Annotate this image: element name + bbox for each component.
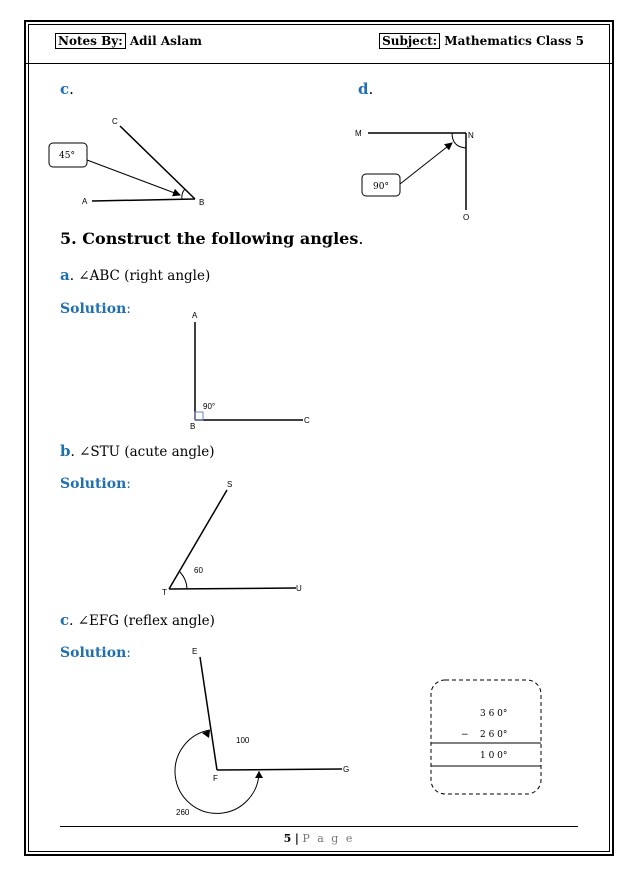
angle-90-label-a: 90° (203, 402, 216, 411)
calc-line1: 3 6 0° (480, 709, 508, 719)
footer-rule (60, 826, 578, 827)
point-F-label: F (213, 774, 218, 783)
pointer-arrow-d (400, 143, 452, 184)
point-T-label: T (162, 588, 167, 597)
notes-label: Notes By: (55, 33, 126, 49)
figure-c-reflex-angle (175, 647, 349, 817)
subject-value: Mathematics Class 5 (444, 34, 584, 48)
part-d-label: d. (358, 80, 374, 98)
angle-arc-b (180, 572, 187, 589)
item-b: b. ∠STU (acute angle) (60, 442, 215, 460)
figure-d-90 (355, 129, 474, 222)
point-A-label-a: A (192, 311, 198, 320)
figure-a-right-angle (190, 311, 310, 431)
calculation-box (431, 680, 541, 794)
section-5-heading: 5. Construct the following angles. (60, 229, 364, 248)
item-a-solution: Solution: (60, 301, 131, 317)
subject-label: Subject: (379, 33, 440, 49)
item-c: c. ∠EFG (reflex angle) (60, 611, 215, 629)
ray-BA (92, 199, 195, 201)
angle-90-text: 90° (373, 182, 389, 192)
page-number: 5 (283, 832, 292, 845)
point-A-label: A (82, 197, 88, 206)
point-C-label: C (112, 117, 118, 126)
angle-100-label: 100 (236, 736, 250, 745)
figure-b-acute-angle (162, 480, 302, 597)
footer-separator: | (294, 832, 299, 845)
point-N-label: N (468, 131, 474, 140)
notes-value: Adil Aslam (129, 34, 202, 48)
point-S-label: S (227, 480, 233, 489)
item-c-solution: Solution: (60, 645, 131, 661)
point-O-label: O (463, 213, 470, 222)
calc-result: 1 0 0° (480, 751, 508, 761)
point-M-label: M (355, 129, 362, 138)
page-footer (0, 832, 638, 845)
calc-minus: − (461, 730, 469, 740)
item-a-text: ∠ABC (right angle) (78, 268, 211, 284)
reflex-arrow-head-G (255, 771, 263, 778)
calc-line2: 2 6 0° (480, 730, 508, 740)
page-word: P a g e (302, 832, 355, 845)
figure-c-45 (49, 117, 204, 207)
angle-260-label: 260 (176, 808, 190, 817)
ray-FG (217, 769, 342, 770)
point-U-label: U (296, 584, 302, 593)
pointer-arrow-c (87, 160, 180, 195)
part-c-label: c. (60, 80, 74, 98)
item-a: a. ∠ABC (right angle) (60, 266, 211, 284)
point-E-label: E (192, 647, 198, 656)
ray-FE (200, 657, 217, 770)
point-G-label: G (343, 765, 350, 774)
angle-arc-d (452, 133, 466, 148)
right-angle-marker (195, 412, 203, 420)
angle-45-text: 45° (59, 151, 75, 161)
point-B-label-a: B (190, 422, 196, 431)
point-B-label: B (199, 198, 205, 207)
ray-TU (169, 588, 296, 589)
angle-arc-c (182, 189, 185, 200)
item-c-text: ∠EFG (reflex angle) (77, 613, 215, 629)
point-C-label-a: C (304, 416, 310, 425)
angle-60-label: 60 (194, 566, 203, 575)
ray-BC (120, 126, 195, 199)
item-b-text: ∠STU (acute angle) (79, 444, 215, 460)
item-b-solution: Solution: (60, 476, 131, 492)
